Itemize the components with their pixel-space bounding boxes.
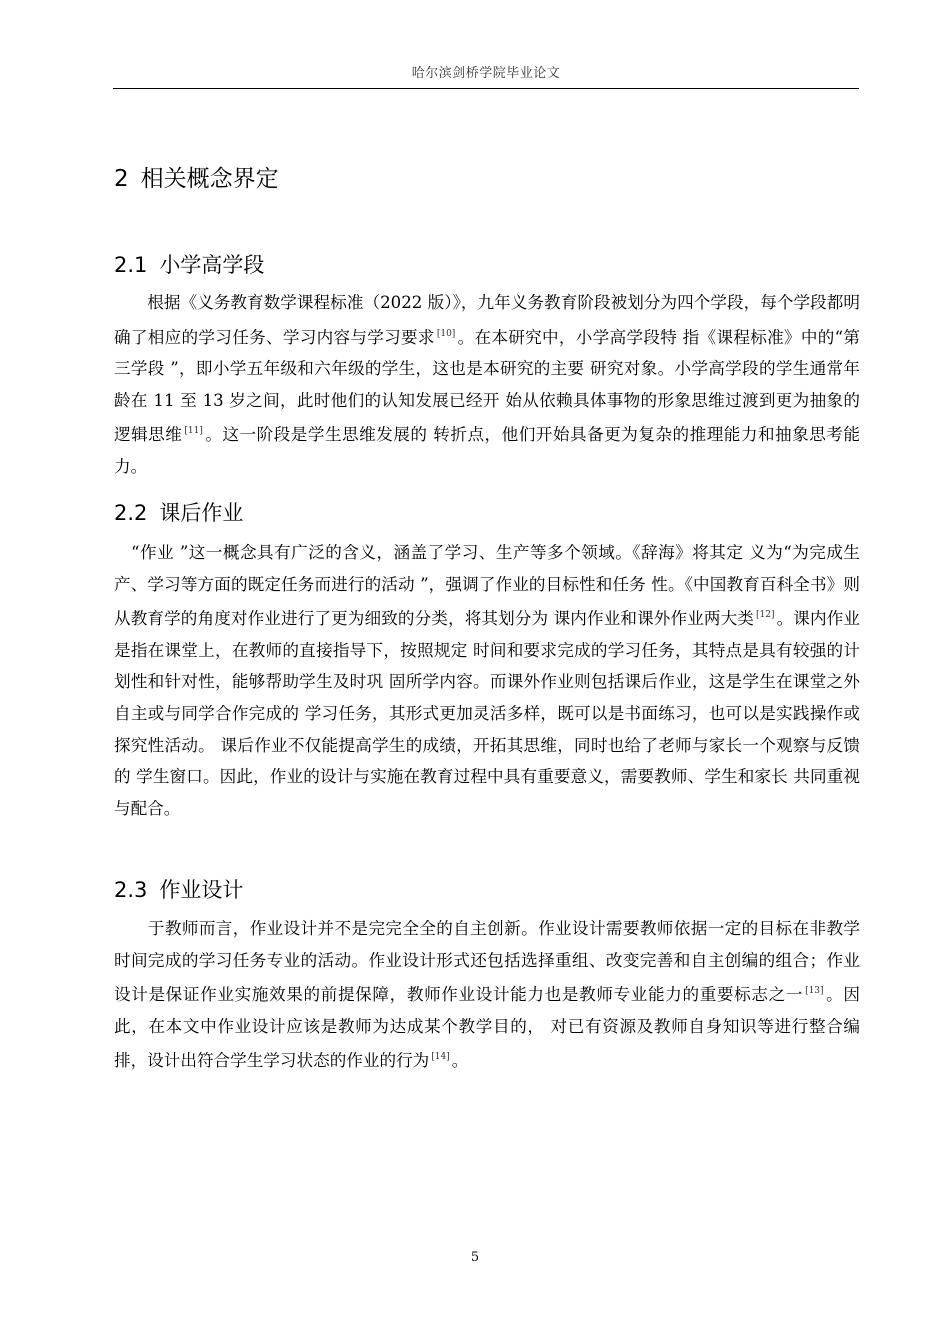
citation-ref: [14] [431, 1052, 450, 1063]
chapter-title: 相关概念界定 [140, 166, 279, 192]
section-number: 2.2 [114, 501, 148, 525]
section-heading-2-1 [114, 249, 264, 279]
section-heading-2-3 [114, 874, 243, 904]
section-2-2-paragraph: “作业 ”这一概念具有广泛的含义，涵盖了学习、生产等多个领域。《辞海》将其定 义为“为完成生产、学习等方面的既定任务而进行的活动 ”，强调了作业的目标性和任务 性。《中国教育百科全书》则从教育学的角度对作业进行了更为细致的分类，将其划分为 课内作业和课外作业两大类 [12] 。课内作业是指在课堂上，在教师的直接指导下，按照规定 时间和要求完成的学习任务，其特点是具有较强的计划性和针对性，能够帮助学生及时巩 固所学内容。而课外作业则包括课后作业，这是学生在课堂之外自主或与同学合作完成的 学习任务，其形式更加灵活多样，既可以是书面练习，也可以是实践操作或探究性活动。 课后作业不仅能提高学生的成绩，开拓其思维，同时也给了老师与家长一个观察与反馈的 学生窗口。因此，作业的设计与实施在教育过程中具有重要意义，需要教师、学生和家长 共同重视与配合。 [114, 543, 861, 818]
chapter-heading [114, 160, 279, 193]
citation-ref: [13] [805, 986, 824, 997]
chapter-number: 2 [114, 166, 129, 192]
section-heading-2-2 [114, 497, 243, 527]
section-number: 2.1 [114, 253, 148, 277]
section-2-1-paragraph: 根据《义务教育数学课程标准（2022 版）》，九年义务教育阶段被划分为四个学段，每个学段都明确了相应的学习任务、学习内容与学习要求 [10] 。在本研究中，小学高学段特 指《课程标准》中的“第三学段 ”，即小学五年级和六年级的学生，这也是本研究的主要 研究对象。小学高学段的学生通常年龄在 11 至 13 岁之间，此时他们的认知发展已经开 始从依赖具体事物的形象思维过渡到更为抽象的逻辑思维 [11] 。这一阶段是学生思维发展的 转折点，他们开始具备更为复杂的推理能力和抽象思考能力。 [114, 293, 861, 476]
page-header: 哈尔滨剑桥学院毕业论文 [411, 66, 561, 81]
section-title: 小学高学段 [159, 253, 265, 277]
page-number: 5 [470, 1250, 480, 1265]
section-2-3-paragraph: 于教师而言，作业设计并不是完完全全的自主创新。作业设计需要教师依据一定的目标在非教学时间完成的学习任务专业的活动。作业设计形式还包括选择重组、改变完善和自主创编的组合；作业设计是保证作业实施效果的前提保障，教师作业设计能力也是教师专业能力的重要标志之一 [13] 。因此，在本文中作业设计应该是教师为达成某个教学目的， 对已有资源及教师自身知识等进行整合编排，设计出符合学生学习状态的作业的行为 [14] 。 [114, 919, 860, 1071]
section-title: 作业设计 [159, 878, 244, 902]
citation-ref: [10] [436, 328, 456, 339]
section-number: 2.3 [114, 878, 148, 902]
section-title: 课后作业 [159, 501, 244, 525]
header-divider [113, 88, 859, 89]
citation-ref: [11] [184, 426, 203, 437]
citation-ref: [12] [756, 610, 775, 621]
